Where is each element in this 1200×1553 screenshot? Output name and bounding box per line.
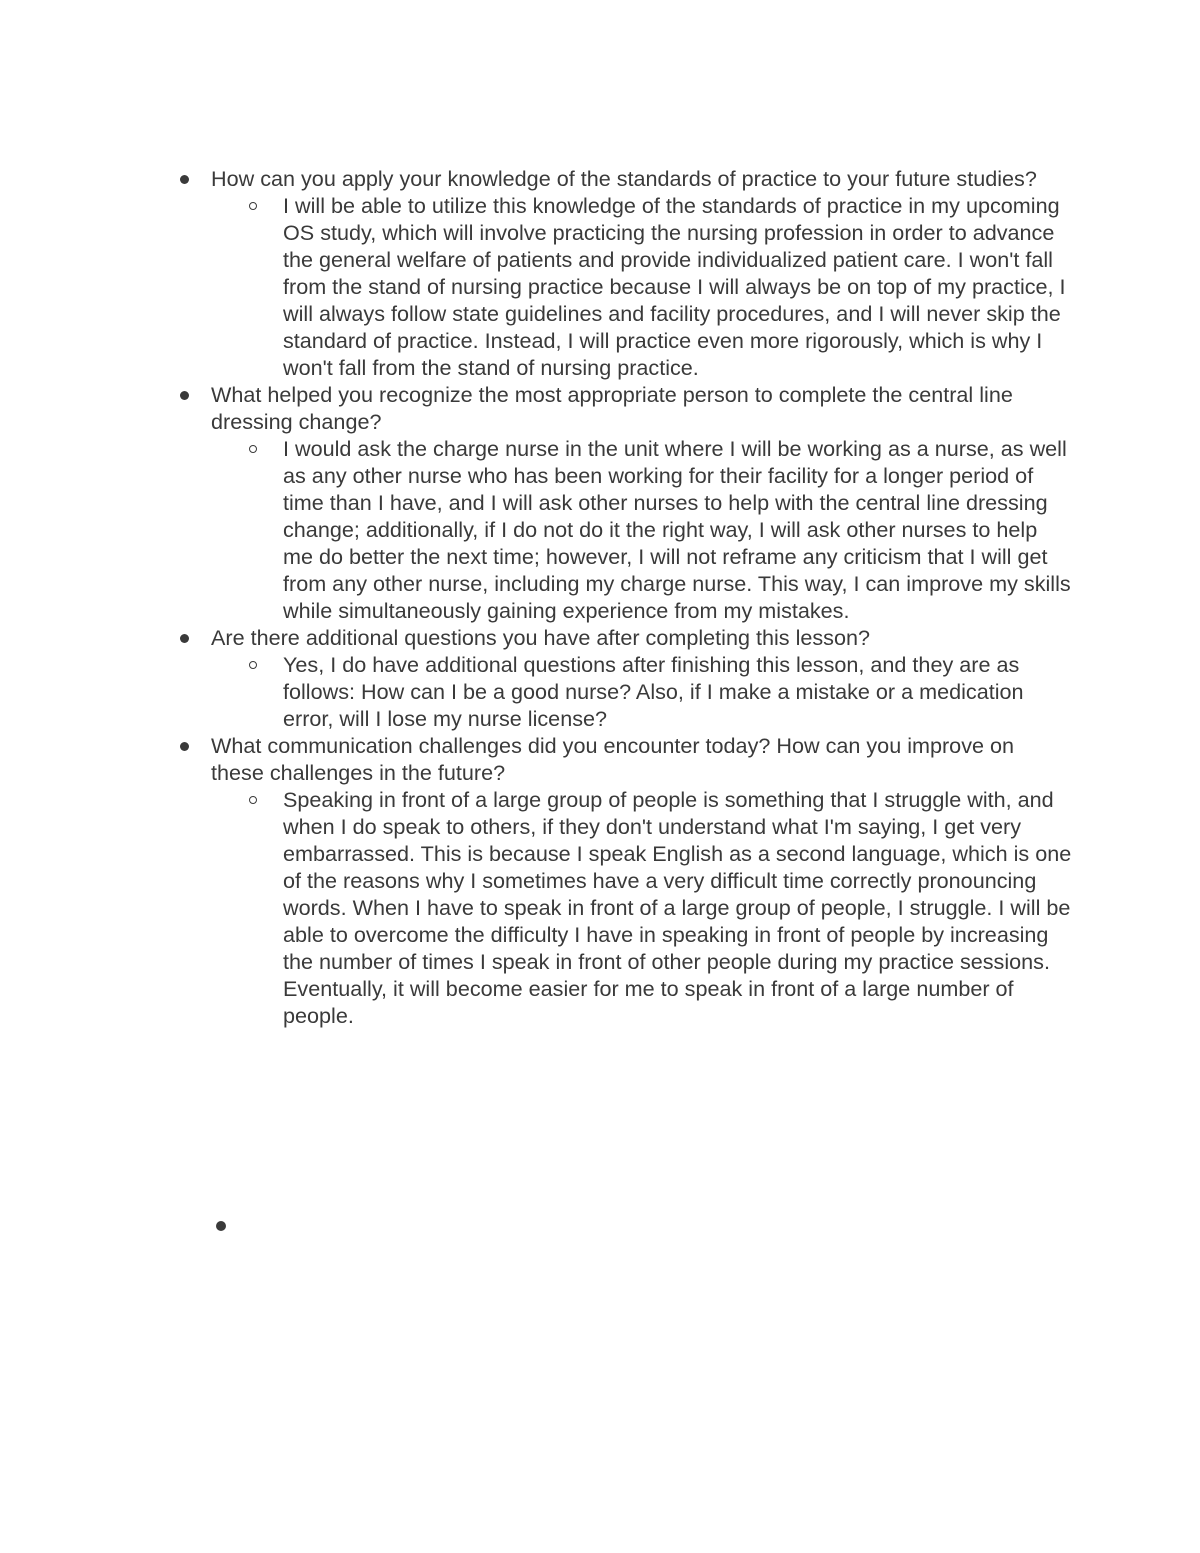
filled-bullet-icon [180, 391, 189, 400]
answer-item [283, 651, 1073, 732]
answer-list [211, 192, 1071, 381]
filled-bullet-icon [180, 634, 189, 643]
answer-text: Yes, I do have additional questions after finishing this lesson, and they are as follows: How can I be a good nurse? Also, if I make a mistake or a medication error, will I lose my nurse license? [283, 652, 1024, 731]
answer-list [211, 435, 1071, 624]
answer-text: I would ask the charge nurse in the unit where I will be working as a nurse, as well as any other nurse who has been working for their facility for a longer period of time than I have, and I will ask other nurses to help with the central line dressing change; additionally, if I do not do it the right way, I will ask other nurses to help me do better the next time; however, I will not reframe any criticism that I will get from any other nurse, including my charge nurse. This way, I can improve my skills while simultaneously gaining experience from my mistakes. [283, 436, 1071, 623]
filled-bullet-icon [180, 175, 189, 184]
answer-list [211, 786, 1071, 1029]
question-text: Are there additional questions you have after completing this lesson? [211, 625, 871, 650]
answer-item [283, 786, 1073, 1029]
hollow-bullet-icon [249, 796, 257, 804]
answer-text: I will be able to utilize this knowledge of the standards of practice in my upcoming OS study, which will involve practicing the nursing profession in order to advance the general welfare of patients and provide individualized patient care. I won't fall from the stand of nursing practice because I will always be on top of my practice, I will always follow state guidelines and facility procedures, and I will never skip the standard of practice. Instead, I will practice even more rigorously, which is why I won't fall from the stand of nursing practice. [283, 193, 1066, 380]
filled-bullet-icon [180, 742, 189, 751]
question-item [211, 624, 1071, 732]
answer-list [211, 651, 1071, 732]
question-item [211, 381, 1071, 624]
answer-item [283, 435, 1073, 624]
hollow-bullet-icon [249, 202, 257, 210]
empty-list-bullet-icon [216, 1221, 226, 1231]
question-item [211, 732, 1071, 1029]
hollow-bullet-icon [249, 661, 257, 669]
answer-text: Speaking in front of a large group of people is something that I struggle with, and when I do speak to others, if they don't understand what I'm saying, I get very embarrassed. This is because I speak English as a second language, which is one of the reasons why I sometimes have a very difficult time correctly pronouncing words. When I have to speak in front of a large group of people, I struggle. I will be able to overcome the difficulty I have in speaking in front of people by increasing the number of times I speak in front of other people during my practice sessions. Eventually, it will become easier for me to speak in front of a large number of people. [283, 787, 1072, 1028]
question-text: How can you apply your knowledge of the standards of practice to your future studies? [211, 166, 1037, 191]
hollow-bullet-icon [249, 445, 257, 453]
question-list [211, 165, 1071, 1029]
answer-item [283, 192, 1073, 381]
question-text: What communication challenges did you encounter today? How can you improve on these challenges in the future? [211, 733, 1015, 785]
question-text: What helped you recognize the most appropriate person to complete the central line dressing change? [211, 382, 1013, 434]
question-item [211, 165, 1071, 381]
